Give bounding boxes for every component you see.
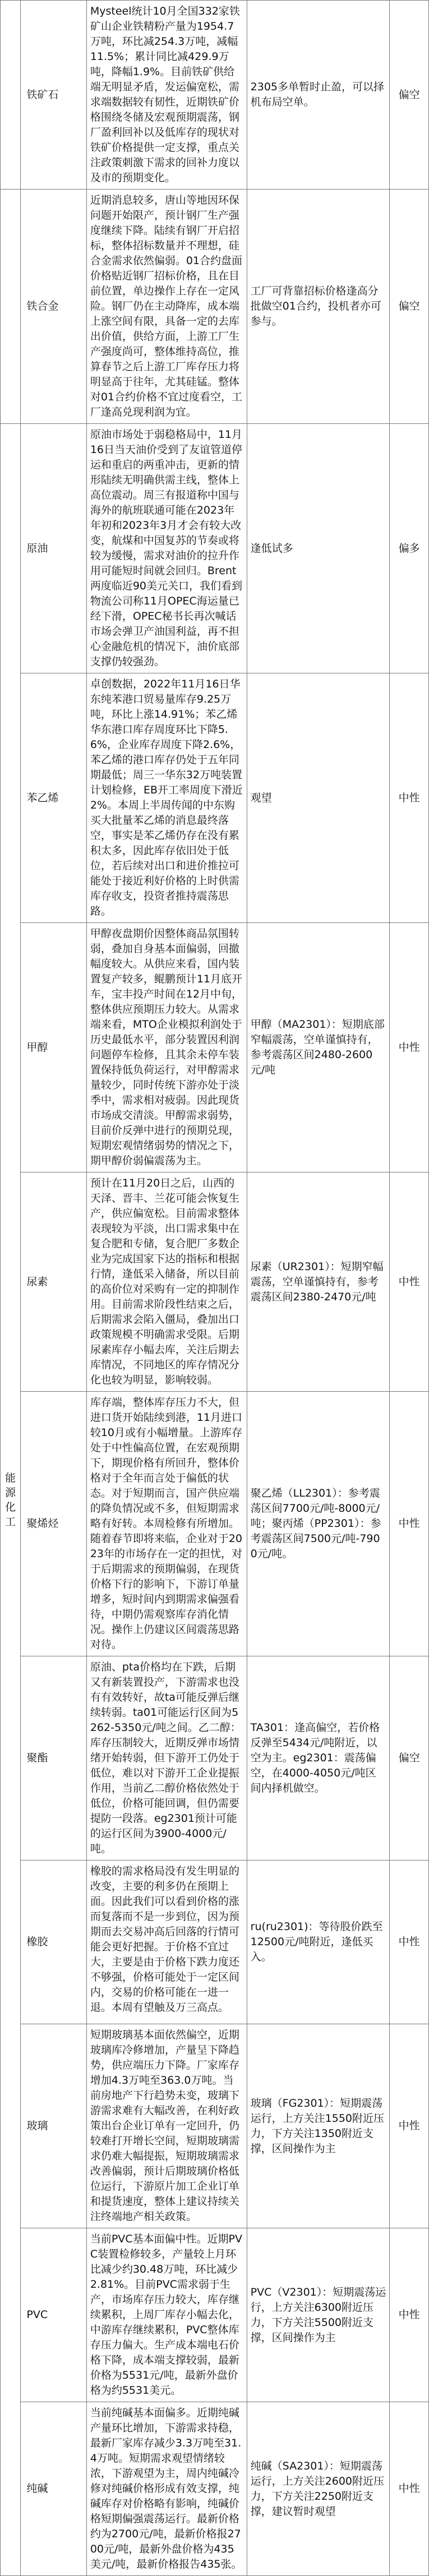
view-cell: 偏空 [390, 1656, 429, 1861]
commodity-name: 聚烯烃 [21, 1392, 86, 1656]
commodity-name: 尿素 [21, 1172, 86, 1392]
view-cell: 中性 [390, 2228, 429, 2402]
strategy-cell: PVC（V2301）：短期震荡运行，上方关注6300附近压力，下方关注5500附近支撑，区间操作为主 [247, 2228, 390, 2402]
commodity-name: 原油 [21, 424, 86, 673]
sector-cell-top [1, 1, 21, 190]
table-row [1, 1656, 429, 1861]
table-row [1, 190, 429, 424]
commodity-name: PVC [21, 2228, 86, 2402]
strategy-cell: 工厂可背靠招标价格逢高分批做空01合约，投机者亦可参与。 [247, 190, 390, 424]
strategy-cell: 玻璃（FG2301）：短期震荡运行，上方关注1550附近压力，下方关注1350附近支撑，区间操作为主 [247, 2024, 390, 2228]
analysis-cell: 短期玻璃基本面依然偏空，近期玻璃库冷修增加，产量呈下降趋势，供应端压力下降。厂家库存增加4.3万吨至363.0万吨。当前房地产下行趋势未变，玻璃下游需求难有大幅改善，在利好政策出台企业订单有一定回升，仍较难打开增长空间，短期玻璃需求仍难大幅提振，短期玻璃需求改善偏弱，预计后期玻璃价格低位运行，下游原片加工企业订单和提货速度，整体上建议持续关注终端地产相关政策。 [86, 2024, 247, 2228]
analysis-cell: 近期消息较多，唐山等地因环保问题开始限产，预计钢厂生产强度继续下降。陆续有钢厂开启招标，整体招标数量并不理想，硅合金需求依然偏弱。01合约盘面价格贴近钢厂招标价格，且在目前位置，单边操作上存在一定风险。钢厂仍在主动降库，成本端上涨空间有限，具备一定的去库出价值，供给方面，上游工厂生产强度尚可，整体维持高位，推算春节之后上游工厂库存压力将明显高于往年，尤其硅锰。整体对01合约价格不宜过度看空，工厂逢高兑现利润为宜。 [86, 190, 247, 424]
sector-label-text: 能源化工 [5, 1471, 16, 1528]
strategy-cell: 观望 [247, 673, 390, 923]
table-row [1, 1861, 429, 2024]
analysis-cell: 橡胶的需求格局没有发生明显的改变，主要的利多仍在预期上面。因此我们可以看到价格的涨而复落而不是一步到位，因为预期而去交易冲高后回落的行情可能会更好把握。于价格不宜过大，主要是由于价格下跌力度还不够强，价格可能处于一定区间内，交易的价格可能在一进一退。本周有望触及万三高点。 [86, 1861, 247, 2024]
commodity-name: 苯乙烯 [21, 673, 86, 923]
table-row [1, 1172, 429, 1392]
strategy-cell: 甲醇（MA2301）：短期底部窄幅震荡，空单谨慎持有，参考震荡区间2480-2600元/吨 [247, 923, 390, 1172]
analysis-cell: 当前PVC基本面偏中性。近期PVC装置检修较多，产量较上月环比减少约30.48万吨，环比减少2.81%。目前PVC需求弱于生产，市场库存压力较大，库存继续累积，上周厂库存小幅去化，中游库存继续累积，PVC整体库存压力偏大。生产成本端电石价格下降，成本端支撑较弱，最新价格为5531元/吨，最新外盘价格为约5531美元。 [86, 2228, 247, 2402]
analysis-cell: Mysteel统计10月全国332家铁矿山企业铁精粉产量为1954.7万吨，环比减254.3万吨，减幅11.5%；累计同比减429.9万吨，降幅1.9%。目前铁矿供给端无明显矛盾，发运偏宽松，需求端数据较有韧性，近期铁矿价格围绕冬储及宏观预期震荡，钢厂盈利回补以及低库存的现状对铁矿价格提供一定支撑，重点关注政策刺激下需求的回补力度以及市的预期变化。 [86, 1, 247, 190]
table-row [1, 2024, 429, 2228]
view-cell: 中性 [390, 1172, 429, 1392]
strategy-cell: ru(ru2301)：等待股价跌至12500元/吨附近，逢低买入。 [247, 1861, 390, 2024]
strategy-cell: 2305多单暂时止盈，可以择机布局空单。 [247, 1, 390, 190]
commodity-name: 玻璃 [21, 2024, 86, 2228]
analysis-cell: 库存端，整体库存压力不大，但进口货开始陆续到港，11月进口较10月或有小幅增量。上游库存处于中性偏高位置，在宏观预期下，期现价格有所回升，整体价格对于全年而言处于偏低的状态。对于短期而言，国产供应端的降负情况或不多，但短期需求略有好转。本周检修有所增加。随着春节即将来临，企业对于2023年的市场存在一定的担忧，对于后期需求的预期偏弱，在现货价格下行的影响下，下游订单量增多，短时间内到期需求偏强看待，中期仍需观察库存消化情况。操作上仍建议区间震荡思路对待。 [86, 1392, 247, 1656]
view-cell: 偏多 [390, 424, 429, 673]
table-row [1, 673, 429, 923]
analysis-cell: 卓创数据，2022年11月16日华东纯苯港口贸易量库存9.25万吨，环比上涨14.91%；苯乙烯华东港口库存周度环比下降5.6%，企业库存周度下降2.6%，苯乙烯的港口库存仍处于五年同期最低；周三一华东32万吨装置计划检修，EB开工率周度下滑近2%。本周上半周传闻的中东购买大批量苯乙烯的消息最终落空，事实是苯乙烯仍存在没有累积太多，因此库存依旧处于低位，若后续对出口和进价推拉可能处于接近利好价格的上时供需库存收支，投资者推持震荡思路。 [86, 673, 247, 923]
analysis-cell: 当前纯碱基本面偏多。近期纯碱产量环比增加，下游需求持稳，最新厂家库存减少3.3万吨至31.4万吨。短期需求观望情绪较浓，下游观望为主，周内纯碱冷修对纯碱价格形成有效支撑，纯碱库存对价格略有影响，纯碱价格短期偏强震荡运行。最新价格约为2700元/吨，最新价格报2700元/吨，最新外盘价格为435美元/吨，最新价格报告435张。 [86, 2402, 247, 2576]
strategy-cell: 纯碱（SA2301）：短期震荡运行，上方关注2600附近压力，下方关注2250附近支撑，建议暂时观望 [247, 2402, 390, 2576]
view-cell: 中性 [390, 673, 429, 923]
view-cell: 中性 [390, 1392, 429, 1656]
commodity-name: 聚酯 [21, 1656, 86, 1861]
analysis-cell: 原油、pta价格均在下跌，后期又有新装置投产，下游需求也没有有效转好，故ta可能反弹后继续转弱。ta01可能运行区间为5262-5350元/吨之间。乙二醇：库存压制较大，近期反弹市场情绪开始转弱，但下游开工仍处于低位，难以对下游开工企业提振作用，当前乙二醇价格依然处于低位，价格可能回调，但仍需要提防一段落。eg2301预计可能的运行区间为3900-4000元/吨。 [86, 1656, 247, 1861]
table-row [1, 424, 429, 673]
table-row [1, 923, 429, 1172]
strategy-cell: 逢低试多 [247, 424, 390, 673]
sector-label [1, 424, 21, 2576]
table-row [1, 2402, 429, 2576]
table-row [1, 2228, 429, 2402]
analysis-cell: 甲醇夜盘期价因整体商品氛围转弱，叠加自身基本面偏弱，回撤幅度较大。从供应来看，国内装置复产较多，鲲鹏预计11月底开车，宝丰投产时间在12月中旬，整体供应预期压力较大。从需求端来看，MTO企业模拟利润处于历史最低水平，部分装置因利润问题停车检修，且其余未停车装置保持低负荷运行，对甲醇需求量较少，同时传统下游亦处于淡季中，需求相对疲弱。因此现货市场成交清淡。甲醇需求弱势，目前价反弹中进行的预期兑现，短期宏观情绪弱势的情况之下，期甲醇价弱偏震荡为主。 [86, 923, 247, 1172]
view-cell: 中性 [390, 2024, 429, 2228]
view-cell: 中性 [390, 1861, 429, 2024]
commodity-name: 甲醇 [21, 923, 86, 1172]
view-cell: 偏空 [390, 190, 429, 424]
analysis-cell: 原油市场处于弱稳格局中，11月16日当天油价受到了友谊管道停运和重启的两重冲击，更新的情形陆续无明确供需主线，整体上高位震动。周三有报道称中国与海外的航班联通可能在2023年年初和2023年3月才会有较大改变，航煤和中国复苏的节奏或将较为缓慢，需求对油价的拉升作用可能短时间就会回归。Brent两度临近90美元关口，我们看到物流公司称11月OPEC海运量已经下滑，OPEC秘书长再次喊话市场会弹卫产油国利益，再不担心金融危机的情况下，油价底部支撑仍较强劲。 [86, 424, 247, 673]
view-cell: 中性 [390, 923, 429, 1172]
commodity-name: 橡胶 [21, 1861, 86, 2024]
table-row [1, 1, 429, 190]
view-cell: 中性 [390, 2402, 429, 2576]
commodity-name: 铁合金 [21, 190, 86, 424]
strategy-cell: TA301：逢高偏空，若价格反弹至5434元/吨附近，以空为主。eg2301：震荡偏空，在4000-4050元/吨区间内择机做空。 [247, 1656, 390, 1861]
view-cell: 偏空 [390, 1, 429, 190]
analysis-cell: 预计在11月20日之后，山西的天泽、晋丰、兰花可能会恢复生产，供应偏宽松。目前需求整体表现较为平淡，出口需求集中在复合肥和专储，复合肥厂多数企业为完成国家下达的指标和根据行情，逢低采入储备，所以目前的高价位对采购有一定的抑制作用。目前需求阶段性结束之后，后期需求会陷入僵局，叠加出口政策规模不明确需求受限。后期尿素库存小幅去库，关注后期去库情况，不同地区的库存情况分化也较为明显，影响较弱。 [86, 1172, 247, 1392]
commodity-name: 纯碱 [21, 2402, 86, 2576]
table-row [1, 1392, 429, 1656]
sector-cell-top [1, 190, 21, 424]
strategy-cell: 聚乙烯（LL2301）：参考震荡区间7700元/吨-8000元/吨；聚丙烯（PP2301）：参考震荡区间7500元/吨-7900元/吨。 [247, 1392, 390, 1656]
commodity-name: 铁矿石 [21, 1, 86, 190]
strategy-cell: 尿素（UR2301）：短期窄幅震荡，空单谨慎持有，参考震荡区间2380-2470元/吨 [247, 1172, 390, 1392]
